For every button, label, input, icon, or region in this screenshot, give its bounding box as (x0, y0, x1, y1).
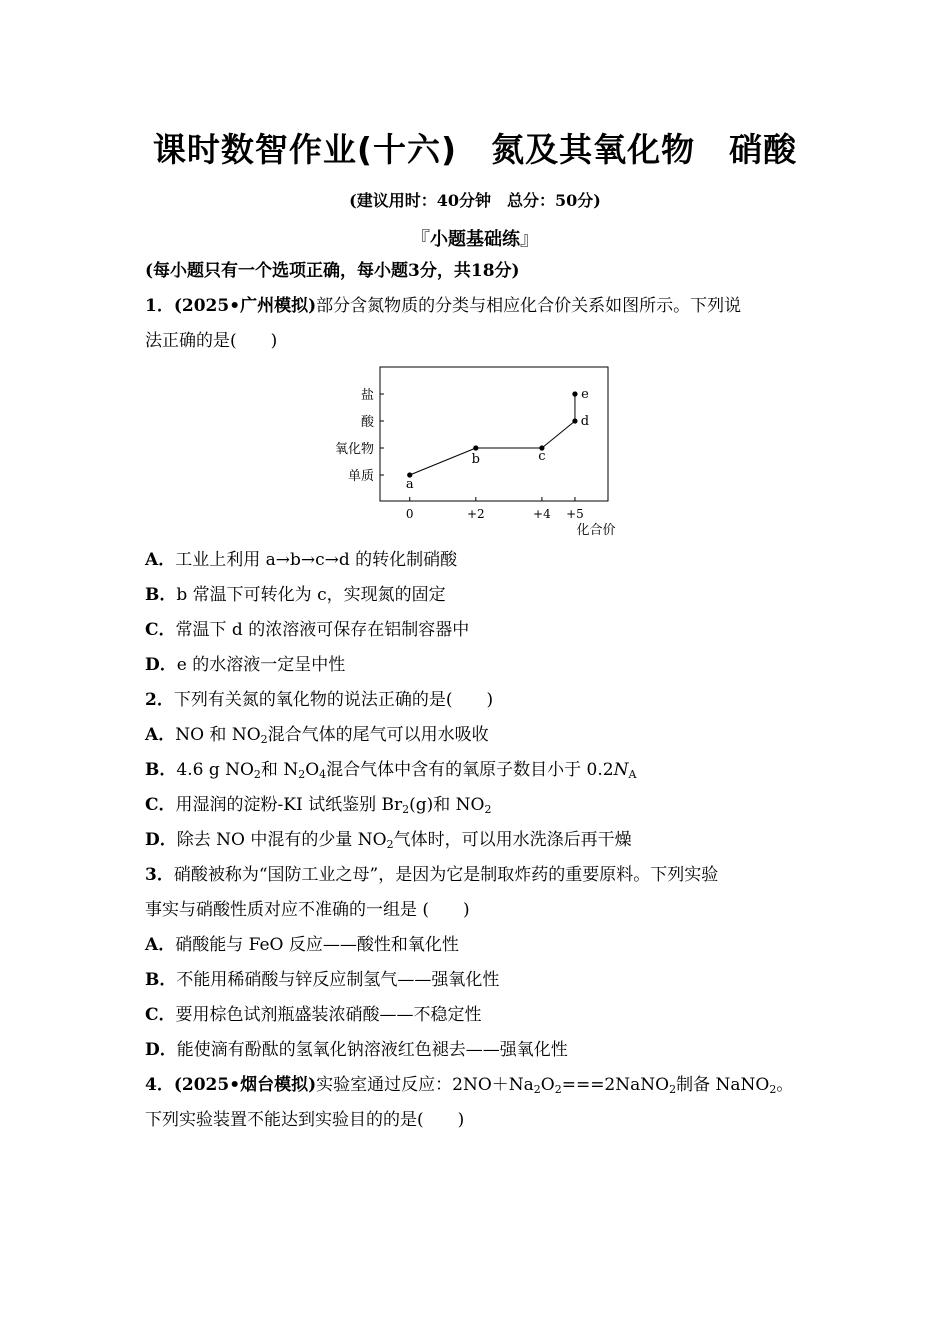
data-point-e (572, 391, 577, 396)
x-tick-label: +5 (566, 507, 584, 521)
question-text: 。 (776, 1075, 794, 1095)
option-text: (g)和 NO (409, 795, 485, 815)
subscript: A (628, 768, 637, 781)
option-text: e 的水溶液一定呈中性 (176, 655, 346, 675)
option-2a (145, 723, 815, 747)
option-text: 除去 NO 中混有的少量 NO (176, 830, 387, 850)
question-number: 1． (145, 296, 174, 316)
question-4-stem-cont: 下列实验装置不能达到实验目的的是( ) (145, 1110, 465, 1130)
option-text: 工业上利用 a→b→c→d 的转化制硝酸 (175, 550, 458, 570)
option-2c (145, 793, 815, 817)
question-3-stem-cont: 事实与硝酸性质对应不准确的一组是 ( ) (145, 900, 470, 920)
x-tick-label: +4 (533, 507, 551, 521)
option-label: A． (145, 935, 176, 955)
option-text: 混合气体中含有的氧原子数目小于 0.2 (326, 760, 614, 780)
y-tick-label: 酸 (360, 415, 374, 430)
question-number: 3． (145, 865, 174, 885)
question-source: (2025•广州模拟) (173, 296, 317, 316)
option-text: 能使滴有酚酞的氢氧化钠溶液红色褪去——强氧化性 (176, 1040, 568, 1060)
instructions: (每小题只有一个选项正确，每小题3分，共18分) (145, 261, 520, 281)
question-text: 部分含氮物质的分类与相应化合价关系如图所示。下列说 (316, 296, 742, 316)
option-label: C． (145, 620, 176, 640)
question-text: 硝酸被称为“国防工业之母”，是因为它是制取炸药的重要原料。下列实验 (173, 865, 719, 885)
point-label-a: a (405, 477, 414, 492)
question-text: 下列有关氮的氧化物的说法正确的是( ) (173, 690, 494, 710)
option-label: B． (145, 970, 177, 990)
data-point-d (572, 418, 577, 423)
x-tick-label: 0 (405, 507, 414, 521)
option-text: 和 N (260, 760, 299, 780)
subscript: 2 (669, 1083, 677, 1096)
question-1-stem (145, 294, 815, 318)
question-text: ===2NaNO (561, 1075, 670, 1095)
subscript: 2 (484, 803, 492, 816)
option-text: NO 和 NO (175, 725, 261, 745)
subscript: 2 (386, 838, 394, 851)
section-label: 小题基础练 (430, 229, 520, 250)
option-label: B． (145, 760, 177, 780)
option-label: A． (145, 725, 176, 745)
page-title: 课时数智作业(十六) 氮及其氧化物 硝酸 (152, 130, 798, 169)
subscript: 2 (253, 768, 261, 781)
option-3c (145, 1003, 815, 1027)
subscript: 2 (298, 768, 306, 781)
section-heading (0, 224, 950, 251)
option-label: A． (145, 550, 176, 570)
option-text: 要用棕色试剂瓶盛装浓硝酸——不稳定性 (175, 1005, 482, 1025)
italic-symbol: N (613, 760, 629, 780)
option-2d (145, 828, 815, 852)
question-number: 2． (145, 690, 174, 710)
y-tick-label: 盐 (360, 388, 374, 403)
subscript: 2 (554, 1083, 562, 1096)
subscript: 4 (319, 768, 327, 781)
option-label: C． (145, 795, 176, 815)
option-text: 混合气体的尾气可以用水吸收 (267, 725, 489, 745)
option-text: 用湿润的淀粉-KI 试纸鉴别 Br (175, 795, 403, 815)
question-2-stem (145, 688, 815, 712)
option-text: 常温下 d 的浓溶液可保存在铝制容器中 (175, 620, 470, 640)
option-2b (145, 758, 815, 782)
x-axis-label: 化合价 (576, 523, 616, 538)
option-label: D． (145, 655, 177, 675)
data-point-b (473, 445, 478, 450)
option-text: O (305, 760, 320, 780)
y-tick-label: 单质 (347, 469, 374, 484)
option-1a (145, 548, 815, 572)
question-text: 实验室通过反应：2NO＋Na (316, 1075, 534, 1095)
subscript: 2 (769, 1083, 777, 1096)
option-text: 4.6 g NO (176, 760, 254, 780)
option-text: 不能用稀硝酸与锌反应制氢气——强氧化性 (176, 970, 500, 990)
option-3a (145, 933, 815, 957)
question-number: 4． (145, 1075, 174, 1095)
option-1b (145, 583, 815, 607)
option-label: C． (145, 1005, 176, 1025)
plot-frame (380, 367, 608, 501)
option-text: b 常温下可转化为 c，实现氮的固定 (176, 585, 446, 605)
chart (325, 362, 635, 542)
question-4-stem (145, 1073, 815, 1097)
subscript: 2 (260, 733, 268, 746)
section-bracket-open: 『 (410, 228, 430, 250)
point-label-e: e (581, 387, 589, 402)
question-source: (2025•烟台模拟) (173, 1075, 317, 1095)
point-label-c: c (538, 449, 546, 464)
question-3-stem (145, 863, 815, 887)
subscript: 2 (402, 803, 410, 816)
point-label-b: b (471, 452, 480, 467)
chart-svg (325, 362, 635, 542)
option-3b (145, 968, 815, 992)
question-text: 制备 NaNO (676, 1075, 770, 1095)
option-text: 气体时，可以用水洗涤后再干燥 (393, 830, 632, 850)
option-3d (145, 1038, 815, 1062)
option-label: B． (145, 585, 177, 605)
option-label: D． (145, 1040, 177, 1060)
option-1c (145, 618, 815, 642)
option-1d (145, 653, 815, 677)
option-label: D． (145, 830, 177, 850)
subscript: 2 (533, 1083, 541, 1096)
question-1-stem-cont: 法正确的是( ) (145, 331, 278, 351)
series-line (542, 421, 575, 448)
series-line (410, 448, 476, 475)
question-text: O (540, 1075, 555, 1095)
y-tick-label: 氧化物 (334, 442, 374, 457)
option-text: 硝酸能与 FeO 反应——酸性和氧化性 (175, 935, 459, 955)
section-bracket-close: 』 (520, 228, 540, 250)
point-label-d: d (580, 414, 590, 429)
time-score-note: (建议用时：40分钟 总分：50分) (349, 191, 601, 210)
x-tick-label: +2 (466, 507, 485, 521)
